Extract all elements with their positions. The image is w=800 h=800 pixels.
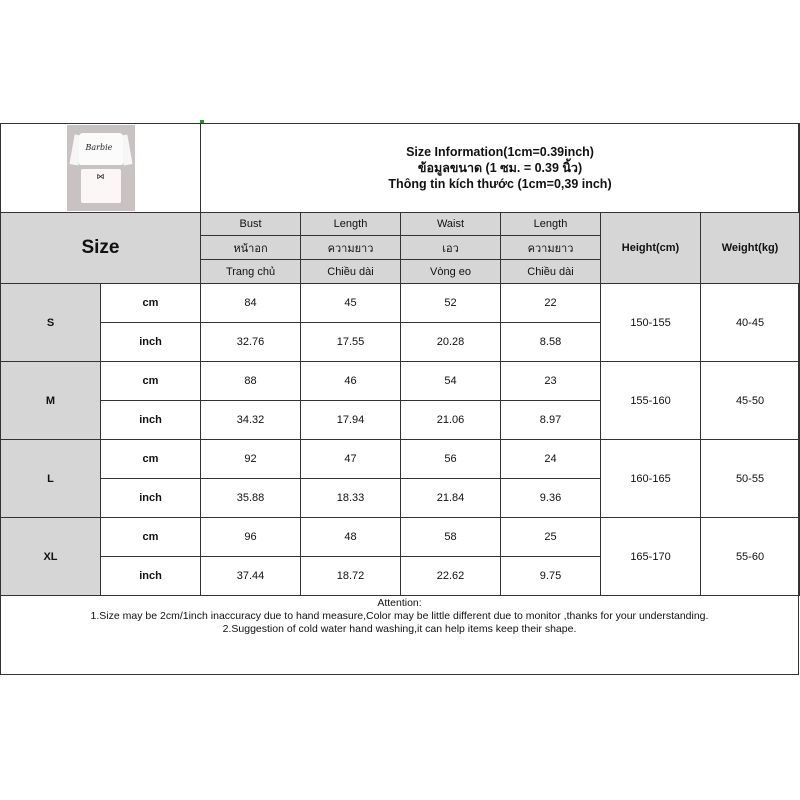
col-length-en: Length bbox=[301, 213, 401, 236]
size-label-s: S bbox=[1, 284, 101, 362]
table-cell: 34.32 bbox=[201, 401, 301, 440]
note-line-2: 2.Suggestion of cold water hand washing,it can help items keep their shape. bbox=[222, 623, 577, 635]
col-bust-en: Bust bbox=[201, 213, 301, 236]
height-value: 160-165 bbox=[601, 440, 701, 518]
col-length2-en: Length bbox=[501, 213, 601, 236]
col-waist-vi: Vòng eo bbox=[401, 260, 501, 284]
unit-cm: cm bbox=[101, 440, 201, 479]
table-cell: 18.72 bbox=[301, 557, 401, 596]
table-cell: 92 bbox=[201, 440, 301, 479]
table-cell: 20.28 bbox=[401, 323, 501, 362]
size-information-header bbox=[201, 124, 800, 213]
table-cell: 96 bbox=[201, 518, 301, 557]
table-cell: 48 bbox=[301, 518, 401, 557]
table-cell: 56 bbox=[401, 440, 501, 479]
info-line-vi: Thông tin kích thước (1cm=0,39 inch) bbox=[388, 177, 612, 191]
table-cell: 17.94 bbox=[301, 401, 401, 440]
table-cell: 45 bbox=[301, 284, 401, 323]
product-thumbnail-cell bbox=[1, 124, 201, 213]
unit-inch: inch bbox=[101, 401, 201, 440]
table-cell: 25 bbox=[501, 518, 601, 557]
notes-title: Attention: bbox=[377, 597, 422, 609]
weight-value: 50-55 bbox=[701, 440, 800, 518]
unit-inch: inch bbox=[101, 323, 201, 362]
col-waist-en: Waist bbox=[401, 213, 501, 236]
col-waist-th: เอว bbox=[401, 236, 501, 260]
col-weight: Weight(kg) bbox=[701, 213, 800, 284]
col-height: Height(cm) bbox=[601, 213, 701, 284]
table-cell: 58 bbox=[401, 518, 501, 557]
unit-cm: cm bbox=[101, 362, 201, 401]
table-cell: 18.33 bbox=[301, 479, 401, 518]
bow-icon: ⋈ bbox=[96, 172, 105, 181]
table-cell: 22 bbox=[501, 284, 601, 323]
col-bust-th: หน้าอก bbox=[201, 236, 301, 260]
table-cell: 9.75 bbox=[501, 557, 601, 596]
unit-inch: inch bbox=[101, 479, 201, 518]
table-cell: 88 bbox=[201, 362, 301, 401]
table-cell: 35.88 bbox=[201, 479, 301, 518]
info-line-en: Size Information(1cm=0.39inch) bbox=[406, 145, 594, 159]
table-cell: 52 bbox=[401, 284, 501, 323]
table-cell: 37.44 bbox=[201, 557, 301, 596]
col-length2-th: ความยาว bbox=[501, 236, 601, 260]
size-column-title: Size bbox=[1, 213, 201, 284]
size-label-xl: XL bbox=[1, 518, 101, 596]
table-cell: 8.97 bbox=[501, 401, 601, 440]
col-bust-vi: Trang chủ bbox=[201, 260, 301, 284]
size-label-l: L bbox=[1, 440, 101, 518]
attention-notes bbox=[0, 597, 799, 636]
col-length-vi: Chiều dài bbox=[301, 260, 401, 284]
weight-value: 40-45 bbox=[701, 284, 800, 362]
size-label-m: M bbox=[1, 362, 101, 440]
height-value: 165-170 bbox=[601, 518, 701, 596]
table-cell: 84 bbox=[201, 284, 301, 323]
col-length2-vi: Chiều dài bbox=[501, 260, 601, 284]
height-value: 150-155 bbox=[601, 284, 701, 362]
table-cell: 21.06 bbox=[401, 401, 501, 440]
size-chart-table bbox=[0, 123, 800, 596]
table-cell: 24 bbox=[501, 440, 601, 479]
unit-inch: inch bbox=[101, 557, 201, 596]
unit-cm: cm bbox=[101, 518, 201, 557]
product-photo-icon bbox=[67, 125, 135, 211]
table-cell: 32.76 bbox=[201, 323, 301, 362]
weight-value: 55-60 bbox=[701, 518, 800, 596]
table-cell: 8.58 bbox=[501, 323, 601, 362]
table-cell: 22.62 bbox=[401, 557, 501, 596]
height-value: 155-160 bbox=[601, 362, 701, 440]
table-cell: 47 bbox=[301, 440, 401, 479]
weight-value: 45-50 bbox=[701, 362, 800, 440]
unit-cm: cm bbox=[101, 284, 201, 323]
table-cell: 54 bbox=[401, 362, 501, 401]
note-line-1: 1.Size may be 2cm/1inch inaccuracy due to hand measure,Color may be little different due to monitor ,thanks for your understanding. bbox=[90, 610, 709, 622]
table-cell: 21.84 bbox=[401, 479, 501, 518]
thumbnail-logo: Barbie bbox=[85, 143, 113, 152]
info-line-th: ข้อมูลขนาด (1 ซม. = 0.39 นิ้ว) bbox=[417, 161, 583, 175]
table-cell: 17.55 bbox=[301, 323, 401, 362]
table-cell: 46 bbox=[301, 362, 401, 401]
table-cell: 23 bbox=[501, 362, 601, 401]
table-cell: 9.36 bbox=[501, 479, 601, 518]
col-length-th: ความยาว bbox=[301, 236, 401, 260]
